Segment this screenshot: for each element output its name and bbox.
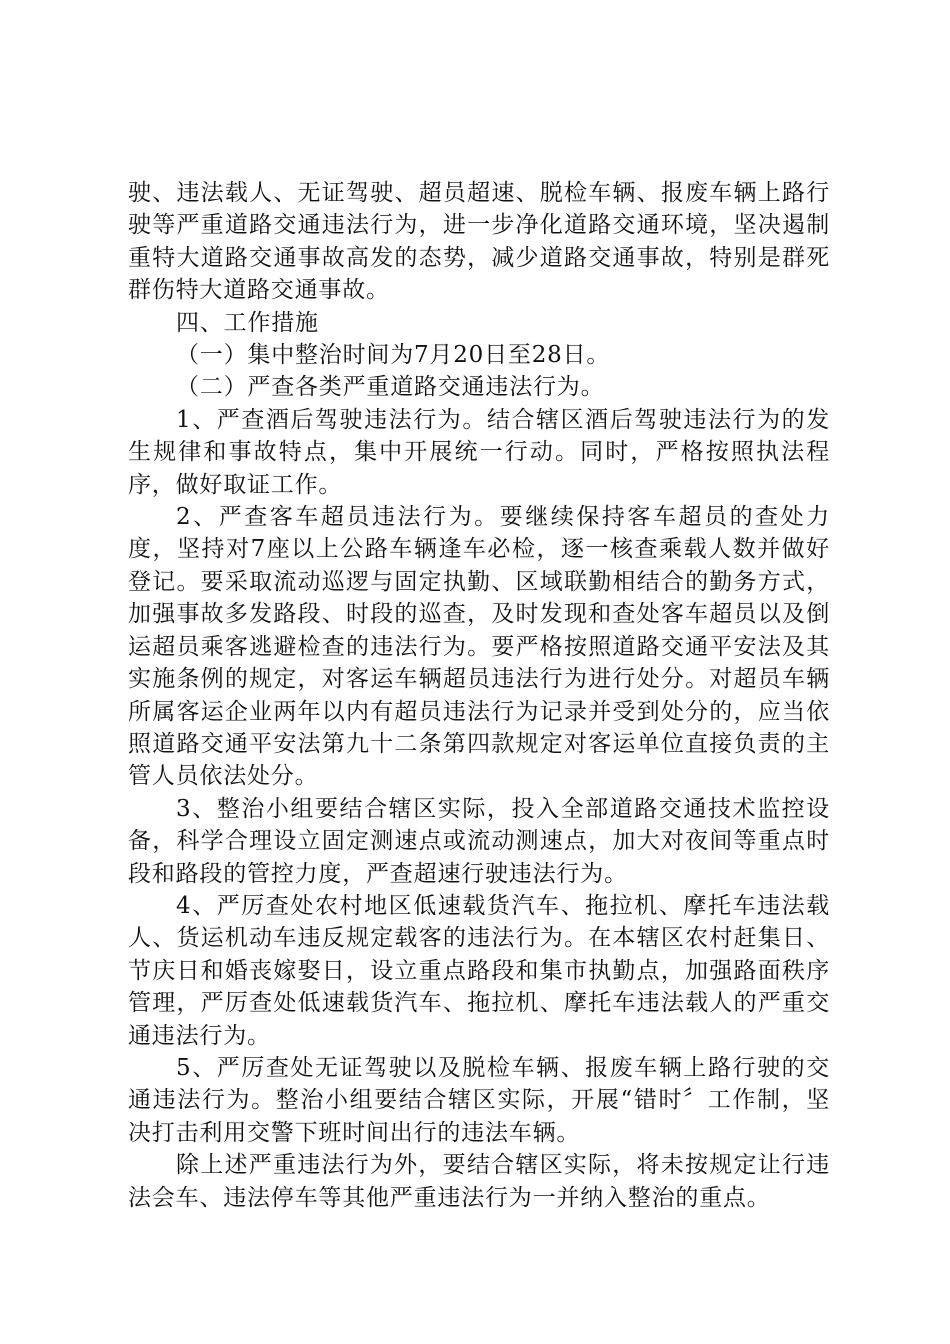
- subsection-heading-1: （一）集中整治时间为7月20日至28日。: [176, 342, 611, 369]
- paragraph-item-2: 2、严查客车超员违法行为。要继续保持客车超员的查处力度，坚持对7座以上公路车辆逢车必检，逐一核查乘载人数并做好登记。要采取流动巡逻与固定执勤、区域联勤相结合的勤务方式，加强事故多发路段、时段的巡查，及时发现和查处客车超员以及倒运超员乘客逃避检查的违法行为。要严格按照道路交通平安法及其实施条例的规定，对客运车辆超员违法行为进行处分。对超员车辆所属客运企业两年以内有超员违法行为记录并受到处分的，应当依照道路交通平安法第九十二条第四款规定对客运单位直接负责的主管人员依法处分。: [128, 504, 830, 790]
- subsection-heading-2: （二）严查各类严重道路交通违法行为。: [176, 374, 605, 401]
- paragraph-item-4: 4、严厉查处农村地区低速载货汽车、拖拉机、摩托车违法载人、货运机动车违反规定载客的违法行为。在本辖区农村赶集日、节庆日和婚丧嫁娶日，设立重点路段和集市执勤点，加强路面秩序管理，严厉查处低速载货汽车、拖拉机、摩托车违法载人的严重交通违法行为。: [128, 892, 830, 1049]
- paragraph-item-5: 5、严厉查处无证驾驶以及脱检车辆、报废车辆上路行驶的交通违法行为。整治小组要结合辖区实际，开展“错时〞工作制，坚决打击利用交警下班时间出行的违法车辆。: [128, 1054, 830, 1146]
- document-body: [128, 177, 830, 1214]
- section-heading-measures: 四、工作措施: [176, 309, 319, 336]
- paragraph-closing: 除上述严重违法行为外，要结合辖区实际，将未按规定让行违法会车、违法停车等其他严重违法行为一并纳入整治的重点。: [128, 1152, 830, 1211]
- paragraph-continuation: 驶、违法载人、无证驾驶、超员超速、脱检车辆、报废车辆上路行驶等严重道路交通违法行为，进一步净化道路交通环境，坚决遏制重特大道路交通事故高发的态势，减少道路交通事故，特别是群死群伤特大道路交通事故。: [128, 180, 830, 304]
- paragraph-item-1: 1、严查酒后驾驶违法行为。结合辖区酒后驾驶违法行为的发生规律和事故特点，集中开展统一行动。同时，严格按照执法程序，做好取证工作。: [128, 406, 830, 498]
- paragraph-item-3: 3、整治小组要结合辖区实际，投入全部道路交通技术监控设备，科学合理设立固定测速点或流动测速点，加大对夜间等重点时段和路段的管控力度，严查超速行驶违法行为。: [128, 795, 830, 887]
